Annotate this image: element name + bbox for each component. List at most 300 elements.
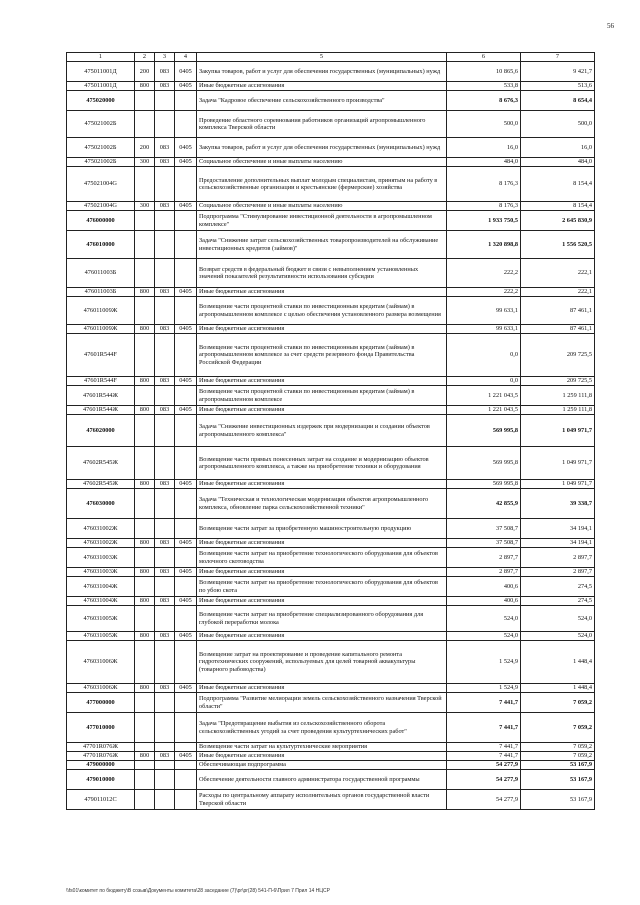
section-code-cell: [175, 415, 197, 447]
table-row: [67, 752, 595, 761]
kind-cell: [135, 606, 155, 632]
description-cell: Иные бюджетные ассигнования: [197, 480, 447, 489]
kind-cell: [135, 577, 155, 597]
table-row: [67, 684, 595, 693]
admin-code-cell: 083: [155, 158, 175, 167]
code-cell: 476031003Ж: [67, 568, 135, 577]
description-cell: Возмещение части прямых понесенных затрат на создание и модернизацию объектов агропромышленного комплекса, а также на приобретение техники и оборудования: [197, 447, 447, 480]
table-row: [67, 111, 595, 138]
kind-cell: 800: [135, 288, 155, 297]
admin-code-cell: 083: [155, 62, 175, 82]
actual-amount-cell: 7 059,2: [521, 743, 595, 752]
code-cell: 475011001Д: [67, 62, 135, 82]
kind-cell: [135, 519, 155, 539]
plan-amount-cell: 400,6: [447, 597, 521, 606]
section-code-cell: 0405: [175, 288, 197, 297]
section-code-cell: 0405: [175, 138, 197, 158]
code-cell: 47601R544F: [67, 334, 135, 377]
admin-code-cell: [155, 519, 175, 539]
kind-cell: [135, 386, 155, 406]
code-cell: 476011003Б: [67, 288, 135, 297]
file-path-footer: \\fs01\комитет по бюджету\В созыв\Документы комитета\28 заседание (7)\pr\pr(28) 541-П-6\Прил 7 Прил 14 НЦСР: [66, 888, 330, 894]
actual-amount-cell: 7 059,2: [521, 713, 595, 743]
description-cell: Возмещение части затрат на приобретение технологического оборудования для объектов молочного скотоводства: [197, 548, 447, 568]
actual-amount-cell: 87 461,1: [521, 325, 595, 334]
admin-code-cell: 083: [155, 684, 175, 693]
admin-code-cell: 083: [155, 632, 175, 641]
section-code-cell: [175, 386, 197, 406]
section-code-cell: 0405: [175, 158, 197, 167]
table-row: [67, 377, 595, 386]
actual-amount-cell: 53 167,9: [521, 761, 595, 770]
admin-code-cell: [155, 577, 175, 597]
kind-cell: [135, 447, 155, 480]
kind-cell: [135, 761, 155, 770]
plan-amount-cell: 1 933 750,5: [447, 211, 521, 231]
kind-cell: [135, 743, 155, 752]
actual-amount-cell: 274,5: [521, 577, 595, 597]
plan-amount-cell: 7 441,7: [447, 752, 521, 761]
code-cell: 476031005Ж: [67, 632, 135, 641]
header-cell: 1: [67, 53, 135, 62]
description-cell: Иные бюджетные ассигнования: [197, 539, 447, 548]
description-cell: Подпрограмма "Развитие мелиорации земель сельскохозяйственного назначения Тверской области": [197, 693, 447, 713]
table-header-row: [67, 53, 595, 62]
table-row: [67, 62, 595, 82]
table-row: [67, 158, 595, 167]
plan-amount-cell: 42 855,9: [447, 489, 521, 519]
plan-amount-cell: 222,2: [447, 259, 521, 288]
kind-cell: [135, 548, 155, 568]
plan-amount-cell: 7 441,7: [447, 693, 521, 713]
kind-cell: 800: [135, 377, 155, 386]
kind-cell: 800: [135, 684, 155, 693]
kind-cell: 200: [135, 62, 155, 82]
table-row: [67, 489, 595, 519]
description-cell: Задача "Предотвращение выбытия из сельскохозяйственного оборота сельскохозяйственных угодий за счет проведения культуртехнических работ": [197, 713, 447, 743]
code-cell: 475021002Б: [67, 111, 135, 138]
plan-amount-cell: 1 221 043,5: [447, 386, 521, 406]
code-cell: 476020000: [67, 415, 135, 447]
section-code-cell: [175, 577, 197, 597]
actual-amount-cell: 9 421,7: [521, 62, 595, 82]
section-code-cell: 0405: [175, 82, 197, 91]
table-row: [67, 91, 595, 111]
admin-code-cell: 083: [155, 539, 175, 548]
section-code-cell: [175, 761, 197, 770]
plan-amount-cell: 8 176,3: [447, 202, 521, 211]
admin-code-cell: [155, 606, 175, 632]
section-code-cell: [175, 167, 197, 202]
description-cell: Возмещение части процентной ставки по инвестиционным кредитам (займам) в агропромышленном комплексе: [197, 386, 447, 406]
description-cell: Возмещение затрат на проектирование и проведение капитального ремонта гидротехнических сооружений, используемых для целей товарной аквакультуры (товарного рыбоводства): [197, 641, 447, 684]
budget-table: [66, 52, 595, 810]
kind-cell: 800: [135, 325, 155, 334]
plan-amount-cell: 533,8: [447, 82, 521, 91]
code-cell: 476031006Ж: [67, 684, 135, 693]
code-cell: 47601R544Ж: [67, 386, 135, 406]
actual-amount-cell: 53 167,9: [521, 770, 595, 790]
admin-code-cell: 083: [155, 82, 175, 91]
plan-amount-cell: 8 176,3: [447, 167, 521, 202]
actual-amount-cell: 39 338,7: [521, 489, 595, 519]
admin-code-cell: 083: [155, 377, 175, 386]
actual-amount-cell: 500,0: [521, 111, 595, 138]
description-cell: Задача "Снижение инвестиционных издержек при модернизации и создании объектов агропромышленного комплекса": [197, 415, 447, 447]
actual-amount-cell: 8 154,4: [521, 202, 595, 211]
actual-amount-cell: 1 049 971,7: [521, 415, 595, 447]
kind-cell: [135, 641, 155, 684]
actual-amount-cell: 8 654,4: [521, 91, 595, 111]
table-row: [67, 743, 595, 752]
section-code-cell: 0405: [175, 377, 197, 386]
plan-amount-cell: 99 633,1: [447, 325, 521, 334]
section-code-cell: [175, 713, 197, 743]
admin-code-cell: [155, 167, 175, 202]
code-cell: 477000000: [67, 693, 135, 713]
admin-code-cell: [155, 231, 175, 259]
table-row: [67, 568, 595, 577]
description-cell: Предоставление дополнительных выплат молодым специалистам, принятым на работу в сельскохозяйственные организации и крестьянские (фермерские) хозяйства: [197, 167, 447, 202]
admin-code-cell: [155, 211, 175, 231]
kind-cell: 800: [135, 480, 155, 489]
description-cell: Иные бюджетные ассигнования: [197, 597, 447, 606]
table-row: [67, 641, 595, 684]
section-code-cell: [175, 743, 197, 752]
actual-amount-cell: 34 194,1: [521, 539, 595, 548]
kind-cell: [135, 91, 155, 111]
section-code-cell: 0405: [175, 325, 197, 334]
table-row: [67, 82, 595, 91]
table-row: [67, 770, 595, 790]
code-cell: 479011012С: [67, 790, 135, 810]
plan-amount-cell: 569 995,8: [447, 415, 521, 447]
kind-cell: [135, 770, 155, 790]
description-cell: Иные бюджетные ассигнования: [197, 684, 447, 693]
header-cell: 4: [175, 53, 197, 62]
plan-amount-cell: 54 277,9: [447, 770, 521, 790]
admin-code-cell: 083: [155, 288, 175, 297]
code-cell: 476031004Ж: [67, 577, 135, 597]
section-code-cell: 0405: [175, 597, 197, 606]
admin-code-cell: 083: [155, 597, 175, 606]
plan-amount-cell: 524,0: [447, 606, 521, 632]
section-code-cell: 0405: [175, 752, 197, 761]
admin-code-cell: 083: [155, 480, 175, 489]
section-code-cell: [175, 519, 197, 539]
kind-cell: 200: [135, 138, 155, 158]
actual-amount-cell: 222,1: [521, 259, 595, 288]
kind-cell: 800: [135, 597, 155, 606]
kind-cell: [135, 259, 155, 288]
table-row: [67, 386, 595, 406]
description-cell: Социальное обеспечение и иные выплаты населению: [197, 158, 447, 167]
kind-cell: 800: [135, 752, 155, 761]
description-cell: Социальное обеспечение и иные выплаты населению: [197, 202, 447, 211]
kind-cell: 800: [135, 632, 155, 641]
code-cell: 475021002Б: [67, 138, 135, 158]
admin-code-cell: [155, 111, 175, 138]
plan-amount-cell: 8 676,3: [447, 91, 521, 111]
description-cell: Проведение областного соревнования работников организаций агропромышленного комплекса Тверской области: [197, 111, 447, 138]
kind-cell: [135, 489, 155, 519]
description-cell: Иные бюджетные ассигнования: [197, 568, 447, 577]
kind-cell: [135, 713, 155, 743]
code-cell: 476030000: [67, 489, 135, 519]
table-body: [67, 62, 595, 810]
kind-cell: [135, 297, 155, 325]
plan-amount-cell: 1 524,9: [447, 641, 521, 684]
code-cell: 476031002Ж: [67, 519, 135, 539]
kind-cell: [135, 693, 155, 713]
description-cell: Возмещение части затрат за приобретенную машиностроительную продукцию: [197, 519, 447, 539]
kind-cell: 800: [135, 539, 155, 548]
kind-cell: 800: [135, 82, 155, 91]
table-row: [67, 577, 595, 597]
actual-amount-cell: 8 154,4: [521, 167, 595, 202]
code-cell: 476031005Ж: [67, 606, 135, 632]
actual-amount-cell: 53 167,9: [521, 790, 595, 810]
kind-cell: [135, 211, 155, 231]
table-row: [67, 790, 595, 810]
code-cell: 476010000: [67, 231, 135, 259]
section-code-cell: 0405: [175, 202, 197, 211]
actual-amount-cell: 2 645 830,9: [521, 211, 595, 231]
description-cell: Возмещение части затрат на культуртехнические мероприятия: [197, 743, 447, 752]
admin-code-cell: [155, 761, 175, 770]
code-cell: 47601R544Ж: [67, 406, 135, 415]
table-row: [67, 288, 595, 297]
section-code-cell: 0405: [175, 539, 197, 548]
admin-code-cell: 083: [155, 568, 175, 577]
description-cell: Задача "Техническая и технологическая модернизация объектов агропромышленного комплекса, обновление парка сельскохозяйственной техники": [197, 489, 447, 519]
actual-amount-cell: 7 059,2: [521, 752, 595, 761]
kind-cell: [135, 231, 155, 259]
actual-amount-cell: 484,0: [521, 158, 595, 167]
plan-amount-cell: 524,0: [447, 632, 521, 641]
plan-amount-cell: 1 221 043,5: [447, 406, 521, 415]
table-row: [67, 202, 595, 211]
actual-amount-cell: 1 448,4: [521, 641, 595, 684]
admin-code-cell: [155, 334, 175, 377]
admin-code-cell: 083: [155, 406, 175, 415]
plan-amount-cell: 222,2: [447, 288, 521, 297]
section-code-cell: 0405: [175, 480, 197, 489]
kind-cell: 300: [135, 202, 155, 211]
code-cell: 475011001Д: [67, 82, 135, 91]
description-cell: Возврат средств в федеральный бюджет в связи с невыполнением установленных значений показателей результативности использования субсидии: [197, 259, 447, 288]
section-code-cell: [175, 770, 197, 790]
actual-amount-cell: 34 194,1: [521, 519, 595, 539]
section-code-cell: [175, 111, 197, 138]
section-code-cell: 0405: [175, 62, 197, 82]
code-cell: 475020000: [67, 91, 135, 111]
actual-amount-cell: 2 897,7: [521, 548, 595, 568]
admin-code-cell: 083: [155, 138, 175, 158]
table-row: [67, 211, 595, 231]
section-code-cell: [175, 231, 197, 259]
admin-code-cell: [155, 693, 175, 713]
admin-code-cell: [155, 297, 175, 325]
table-row: [67, 632, 595, 641]
plan-amount-cell: 7 441,7: [447, 713, 521, 743]
code-cell: 47701R076Ж: [67, 752, 135, 761]
admin-code-cell: [155, 259, 175, 288]
kind-cell: [135, 415, 155, 447]
actual-amount-cell: 274,5: [521, 597, 595, 606]
kind-cell: [135, 111, 155, 138]
description-cell: Иные бюджетные ассигнования: [197, 288, 447, 297]
table-row: [67, 597, 595, 606]
actual-amount-cell: 209 725,5: [521, 334, 595, 377]
description-cell: Задача "Кадровое обеспечение сельскохозяйственного производства": [197, 91, 447, 111]
code-cell: 477010000: [67, 713, 135, 743]
code-cell: 476031004Ж: [67, 597, 135, 606]
description-cell: Возмещение части процентной ставки по инвестиционным кредитам (займам) в агропромышленном комплексе за счет средств резервного фонда Правительства Российской Федерации: [197, 334, 447, 377]
plan-amount-cell: 569 995,8: [447, 447, 521, 480]
header-cell: 2: [135, 53, 155, 62]
budget-table-container: [66, 52, 594, 810]
table-row: [67, 231, 595, 259]
code-cell: 475021004G: [67, 202, 135, 211]
description-cell: Иные бюджетные ассигнования: [197, 82, 447, 91]
plan-amount-cell: 0,0: [447, 334, 521, 377]
actual-amount-cell: 1 049 971,7: [521, 480, 595, 489]
code-cell: 476031002Ж: [67, 539, 135, 548]
plan-amount-cell: 7 441,7: [447, 743, 521, 752]
plan-amount-cell: 2 897,7: [447, 568, 521, 577]
code-cell: 47602R545Ж: [67, 447, 135, 480]
actual-amount-cell: 524,0: [521, 632, 595, 641]
table-row: [67, 693, 595, 713]
description-cell: Задача "Снижение затрат сельскохозяйственных товаропроизводителей на обслуживание инвестиционных кредитов (займов)": [197, 231, 447, 259]
actual-amount-cell: 7 059,2: [521, 693, 595, 713]
plan-amount-cell: 2 897,7: [447, 548, 521, 568]
description-cell: Иные бюджетные ассигнования: [197, 325, 447, 334]
table-row: [67, 548, 595, 568]
actual-amount-cell: 513,6: [521, 82, 595, 91]
description-cell: Обеспечение деятельности главного администратора государственной программы: [197, 770, 447, 790]
table-row: [67, 415, 595, 447]
section-code-cell: [175, 641, 197, 684]
plan-amount-cell: 16,0: [447, 138, 521, 158]
section-code-cell: 0405: [175, 632, 197, 641]
admin-code-cell: [155, 447, 175, 480]
header-cell: 5: [197, 53, 447, 62]
table-row: [67, 325, 595, 334]
admin-code-cell: [155, 415, 175, 447]
actual-amount-cell: 209 725,5: [521, 377, 595, 386]
table-row: [67, 606, 595, 632]
table-row: [67, 334, 595, 377]
section-code-cell: [175, 91, 197, 111]
section-code-cell: 0405: [175, 684, 197, 693]
description-cell: Возмещение части затрат на приобретение технологического оборудования для объектов по убою скота: [197, 577, 447, 597]
kind-cell: 800: [135, 406, 155, 415]
section-code-cell: [175, 790, 197, 810]
section-code-cell: [175, 489, 197, 519]
table-row: [67, 519, 595, 539]
table-row: [67, 539, 595, 548]
page-number: 56: [607, 22, 614, 30]
code-cell: 476031006Ж: [67, 641, 135, 684]
section-code-cell: [175, 447, 197, 480]
admin-code-cell: 083: [155, 752, 175, 761]
plan-amount-cell: 37 508,7: [447, 519, 521, 539]
description-cell: Закупка товаров, работ и услуг для обеспечения государственных (муниципальных) нужд: [197, 62, 447, 82]
table-row: [67, 297, 595, 325]
kind-cell: [135, 790, 155, 810]
table-row: [67, 406, 595, 415]
admin-code-cell: [155, 386, 175, 406]
admin-code-cell: [155, 743, 175, 752]
actual-amount-cell: 222,1: [521, 288, 595, 297]
description-cell: Возмещение части затрат на приобретение специализированного оборудования для глубокой переработки молока: [197, 606, 447, 632]
table-row: [67, 713, 595, 743]
kind-cell: 800: [135, 568, 155, 577]
plan-amount-cell: 569 995,8: [447, 480, 521, 489]
actual-amount-cell: 524,0: [521, 606, 595, 632]
admin-code-cell: [155, 790, 175, 810]
description-cell: Подпрограмма "Стимулирование инвестиционной деятельности в агропромышленном комплексе": [197, 211, 447, 231]
table-row: [67, 761, 595, 770]
section-code-cell: [175, 211, 197, 231]
actual-amount-cell: 2 897,7: [521, 568, 595, 577]
plan-amount-cell: 400,6: [447, 577, 521, 597]
actual-amount-cell: 1 448,4: [521, 684, 595, 693]
plan-amount-cell: 10 865,6: [447, 62, 521, 82]
section-code-cell: [175, 259, 197, 288]
description-cell: Обеспечивающая подпрограмма: [197, 761, 447, 770]
header-cell: 3: [155, 53, 175, 62]
plan-amount-cell: 1 524,9: [447, 684, 521, 693]
section-code-cell: [175, 297, 197, 325]
code-cell: 47601R544F: [67, 377, 135, 386]
code-cell: 475021002Б: [67, 158, 135, 167]
code-cell: 47602R545Ж: [67, 480, 135, 489]
plan-amount-cell: 1 320 898,8: [447, 231, 521, 259]
table-row: [67, 447, 595, 480]
code-cell: 476011009Ж: [67, 325, 135, 334]
plan-amount-cell: 500,0: [447, 111, 521, 138]
code-cell: 476000000: [67, 211, 135, 231]
admin-code-cell: [155, 770, 175, 790]
section-code-cell: [175, 606, 197, 632]
admin-code-cell: [155, 641, 175, 684]
actual-amount-cell: 1 259 111,8: [521, 406, 595, 415]
code-cell: 476031003Ж: [67, 548, 135, 568]
code-cell: 476011003Б: [67, 259, 135, 288]
description-cell: Иные бюджетные ассигнования: [197, 406, 447, 415]
admin-code-cell: 083: [155, 202, 175, 211]
header-cell: 6: [447, 53, 521, 62]
actual-amount-cell: 1 556 520,5: [521, 231, 595, 259]
kind-cell: 300: [135, 158, 155, 167]
actual-amount-cell: 1 259 111,8: [521, 386, 595, 406]
code-cell: 476011009Ж: [67, 297, 135, 325]
kind-cell: [135, 167, 155, 202]
actual-amount-cell: 16,0: [521, 138, 595, 158]
section-code-cell: 0405: [175, 568, 197, 577]
table-row: [67, 167, 595, 202]
actual-amount-cell: 1 049 971,7: [521, 447, 595, 480]
plan-amount-cell: 0,0: [447, 377, 521, 386]
description-cell: Иные бюджетные ассигнования: [197, 752, 447, 761]
admin-code-cell: [155, 713, 175, 743]
table-row: [67, 138, 595, 158]
code-cell: 475021004G: [67, 167, 135, 202]
section-code-cell: [175, 548, 197, 568]
